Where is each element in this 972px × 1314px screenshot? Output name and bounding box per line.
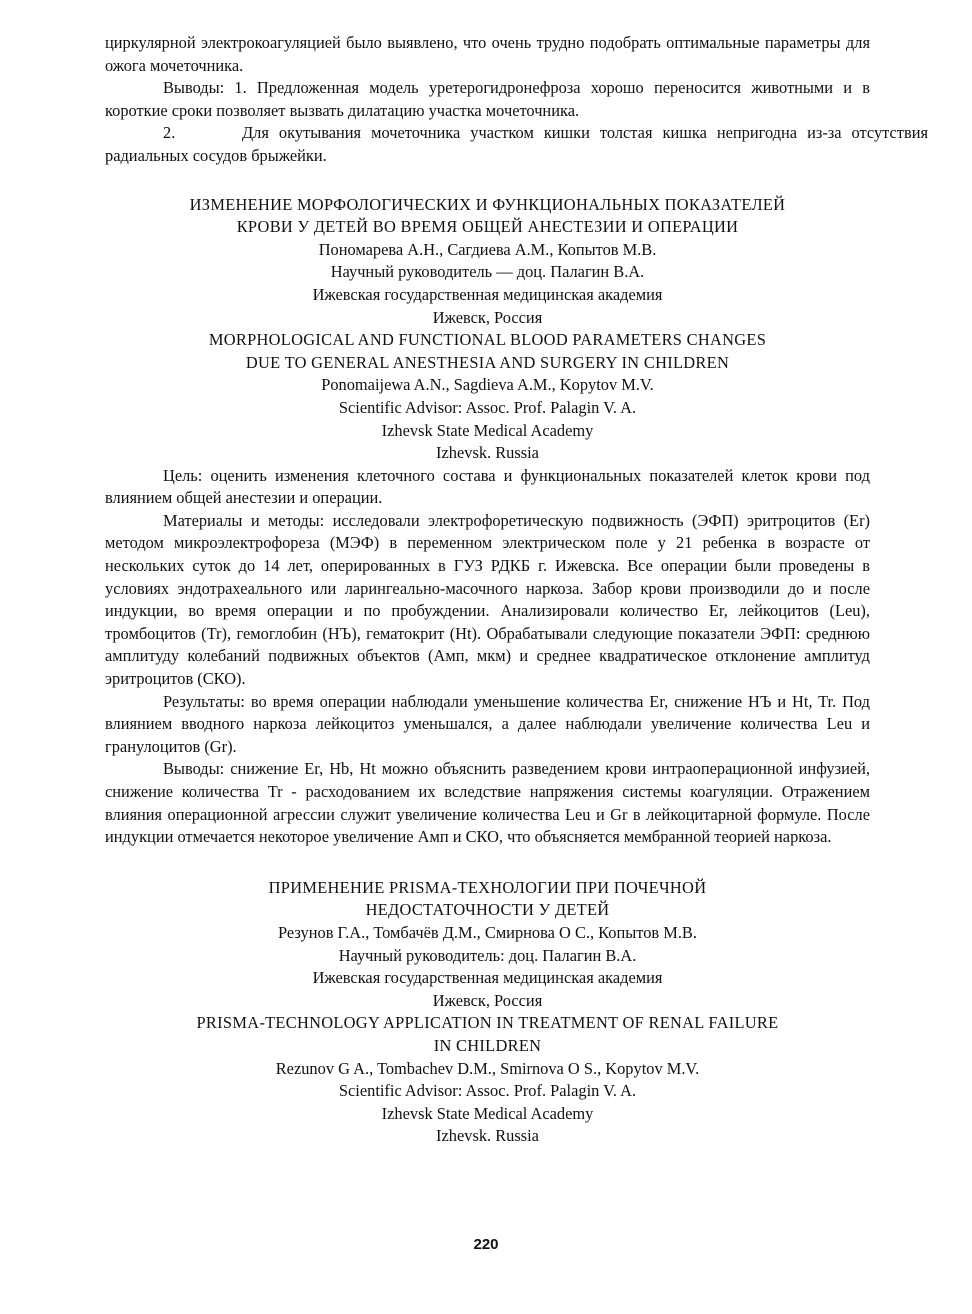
article-1-city-ru: Ижевск, Россия xyxy=(432,307,543,327)
article-1-title-ru-line-1: ИЗМЕНЕНИЕ МОРФОЛОГИЧЕСКИХ И ФУНКЦИОНАЛЬНЫХ ПОКАЗАТЕЛЕЙ xyxy=(189,194,786,214)
article-1-institution-ru: Ижевская государственная медицинская академия xyxy=(312,284,663,304)
article-2-authors-ru: Резунов Г.А., Томбачёв Д.М., Смирнова О С., Копытов М.В. xyxy=(278,922,697,942)
page-text xyxy=(105,32,928,1148)
article-1-title-ru-line-2: КРОВИ У ДЕТЕЙ ВО ВРЕМЯ ОБЩЕЙ АНЕСТЕЗИИ И ОПЕРАЦИИ xyxy=(236,217,739,237)
intro-paragraph: циркулярной электрокоагуляцией было выявлено, что очень трудно подобрать оптимальные параметры для ожога мочеточника. xyxy=(105,33,870,75)
article-2-advisor-ru: Научный руководитель: доц. Палагин В.А. xyxy=(338,945,637,965)
article-1-city-en: Izhevsk. Russia xyxy=(436,443,539,463)
article-1-authors-ru: Пономарева А.Н., Сагдиева А.М., Копытов М.В. xyxy=(318,239,657,259)
article-2-city-ru: Ижевск, Россия xyxy=(432,990,543,1010)
article-2-institution-ru: Ижевская государственная медицинская академия xyxy=(312,968,663,988)
article-2-city-en: Izhevsk. Russia xyxy=(436,1126,539,1146)
spacer xyxy=(105,168,870,194)
intro-conclusion-2 xyxy=(105,122,928,167)
article-2-title-ru-line-2: НЕДОСТАТОЧНОСТИ У ДЕТЕЙ xyxy=(365,900,610,920)
article-2 xyxy=(105,877,870,1148)
article-1-methods: Материалы и методы: исследовали электрофоретическую подвижность (ЭФП) эритроцитов (Er) методом микроэлектрофореза (МЭФ) в переменном электрическом поле у 21 ребенка в возрасте от нескольких суток до 14 лет, оперированных в ГУЗ РДКБ г. Ижевска. Все операции были проведены в условиях эндотрахеального или ларингеально-масочного наркоза. Забор крови производили до и после индукции, во время операции и по пробуждении. Анализировали количество Er, лейкоцитов (Leu), тромбоцитов (Tr), гемоглобин (НЪ), гематокрит (Ht). Обрабатывали следующие показатели ЭФП: среднюю амплитуду колебаний подвижных объектов (Амп, мкм) и среднее квадратическое отклонение амплитуд эритроцитов (СКО). xyxy=(105,510,870,689)
article-1-institution-en: Izhevsk State Medical Academy xyxy=(381,420,594,440)
article-1 xyxy=(105,194,870,849)
article-1-results: Результаты: во время операции наблюдали уменьшение количества Er, снижение НЪ и Ht, Tr. Под влиянием вводного наркоза лейкоцитоз уменьшался, а далее наблюдали увеличение количества Leu и гранулоцитов (Gr). xyxy=(105,691,870,756)
article-2-title-en-line-2: IN CHILDREN xyxy=(433,1035,542,1055)
intro-conclusion-1: Выводы: 1. Предложенная модель уретерогидронефроза хорошо переносится животными и в короткие сроки позволяет вызвать дилатацию участка мочеточника. xyxy=(105,78,870,120)
article-1-advisor-ru: Научный руководитель — доц. Палагин В.А. xyxy=(330,262,645,282)
article-1-advisor-en: Scientific Advisor: Assoc. Prof. Palagin V. A. xyxy=(338,397,637,417)
article-1-title-en-line-1: MORPHOLOGICAL AND FUNCTIONAL BLOOD PARAMETERS CHANGES xyxy=(208,330,767,350)
article-2-authors-en: Rezunov G A., Tombachev D.M., Smirnova O S., Kopytov M.V. xyxy=(275,1058,700,1078)
page-number: 220 xyxy=(473,1236,499,1253)
article-1-aim: Цель: оценить изменения клеточного состава и функциональных показателей клеток крови под влиянием общей анестезии и операции. xyxy=(105,465,870,508)
spacer xyxy=(105,849,870,877)
intro-conclusion-2-text: Для окутывания мочеточника участком кишки толстая кишка непригодна из-за отсутствия радиальных сосудов брыжейки. xyxy=(105,123,928,165)
article-2-institution-en: Izhevsk State Medical Academy xyxy=(381,1103,594,1123)
list-number: 2. xyxy=(163,123,176,143)
article-2-advisor-en: Scientific Advisor: Assoc. Prof. Palagin V. A. xyxy=(338,1081,637,1101)
article-2-title-ru-line-1: ПРИМЕНЕНИЕ PRISMA-ТЕХНОЛОГИИ ПРИ ПОЧЕЧНОЙ xyxy=(268,877,707,897)
article-1-title-en-line-2: DUE TO GENERAL ANESTHESIA AND SURGERY IN CHILDREN xyxy=(245,352,730,372)
article-2-title-en-line-1: PRISMA-TECHNOLOGY APPLICATION IN TREATMENT OF RENAL FAILURE xyxy=(196,1013,779,1033)
article-1-authors-en: Ponomaijewa A.N., Sagdieva A.M., Kopytov M.V. xyxy=(321,375,654,395)
article-1-conclusions: Выводы: снижение Er, Hb, Ht можно объяснить разведением крови интраоперационной инфузией, снижение количества Tr - расходованием их вследствие напряжения системы коагуляции. Отражением влияния операционной агрессии служит увеличение количества Leu и Gr в лейкоцитарной формуле. После индукции отмечается некоторое увеличение Амп и СКО, что объясняется мембранной теорией наркоза. xyxy=(105,759,870,847)
